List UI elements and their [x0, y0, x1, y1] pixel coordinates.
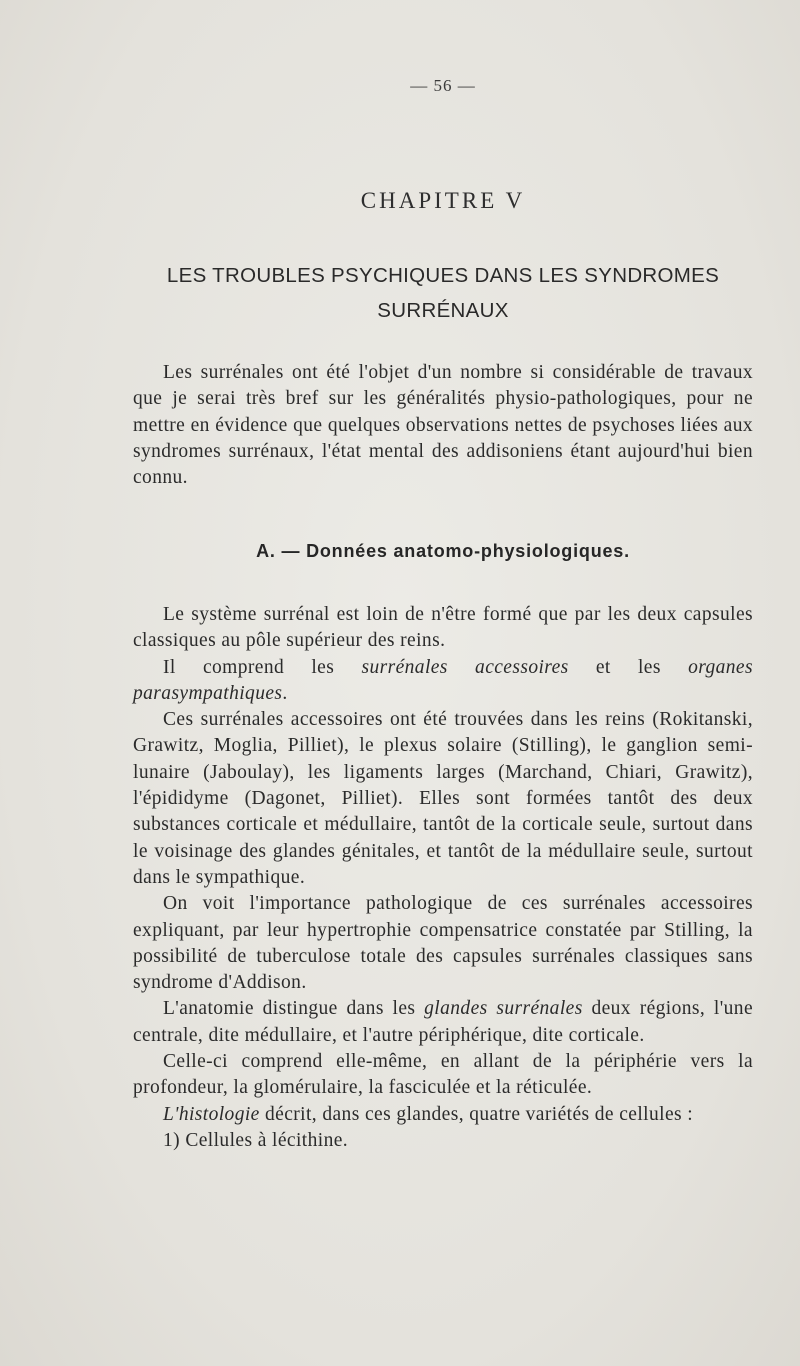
- chapter-title: [133, 258, 753, 328]
- paragraph-3: Ces surrénales accessoires ont été trouvées dans les reins (Rokitanski, Grawitz, Moglia, Pilliet), le plexus solaire (Stilling), le ganglion semi-lunaire (Jaboulay), les ligaments larges (Marchand, Chiari, Grawitz), l'épididyme (Dagonet, Pilliet). Elles sont formées tantôt des deux substances corticale et médullaire, tantôt de la corticale seule, surtout dans le voisinage des glandes génitales, et tantôt de la médullaire seule, surtout dans le sympathique.: [133, 709, 753, 888]
- paragraph-7: [133, 1102, 753, 1128]
- chapter-heading: CHAPITRE V: [360, 188, 526, 213]
- intro-text: [133, 360, 753, 491]
- page-number: — 56 —: [410, 76, 476, 95]
- chapter-title-line-2: SURRÉNAUX: [377, 299, 509, 322]
- paragraph-6: Celle-ci comprend elle-même, en allant de la périphérie vers la profondeur, la glomérulaire, la fasciculée et la réticulée.: [133, 1051, 753, 1099]
- paragraph-7-text: décrit, dans ces glandes, quatre variétés de cellules :: [259, 1103, 694, 1125]
- paragraph-5-italic: glandes surrénales: [424, 998, 583, 1020]
- paragraph-2-text-b: et les: [568, 656, 689, 678]
- paragraph-5-text-b: deux régions, l'une centrale, dite médullaire, et l'autre périphérique, dite corticale.: [133, 998, 753, 1046]
- paragraph-5-text-a: L'anatomie distingue dans les: [163, 998, 425, 1020]
- list-item-1: 1) Cellules à lécithine.: [163, 1129, 349, 1151]
- paragraph-2: [133, 655, 753, 708]
- section-heading: A. — Données anatomo-physiologiques.: [256, 541, 630, 561]
- intro-paragraph: Les surrénales ont été l'objet d'un nombre si considérable de travaux que je serai très bref sur les généralités physio-pathologiques, pour ne mettre en évidence que quelques observations nettes de psychoses liées aux syndromes surrénaux, l'état mental des addisoniens étant aujourd'hui bien connu.: [133, 362, 753, 489]
- chapter-title-line-1: LES TROUBLES PSYCHIQUES DANS LES SYNDROMES: [166, 264, 720, 287]
- paragraph-2-italic-2: organes parasympathiques: [133, 656, 753, 704]
- paragraph-4: On voit l'importance pathologique de ces surrénales accessoires expliquant, par leur hypertrophie compensatrice constatée par Stilling, la possibilité de tuberculose totale des capsules surrénales classiques sans syndrome d'Addison.: [133, 893, 753, 994]
- paragraph-7-italic: L'histologie: [163, 1103, 260, 1125]
- paragraph-2-text-a: Il comprend les: [163, 656, 362, 678]
- paragraph-1: Le système surrénal est loin de n'être formé que par les deux capsules classiques au pôle supérieur des reins.: [133, 604, 753, 652]
- paragraph-2-text-c: .: [282, 682, 288, 704]
- section-body: [133, 602, 753, 1154]
- paragraph-5: [133, 996, 753, 1049]
- paragraph-2-italic-1: surrénales accessoires: [361, 656, 569, 678]
